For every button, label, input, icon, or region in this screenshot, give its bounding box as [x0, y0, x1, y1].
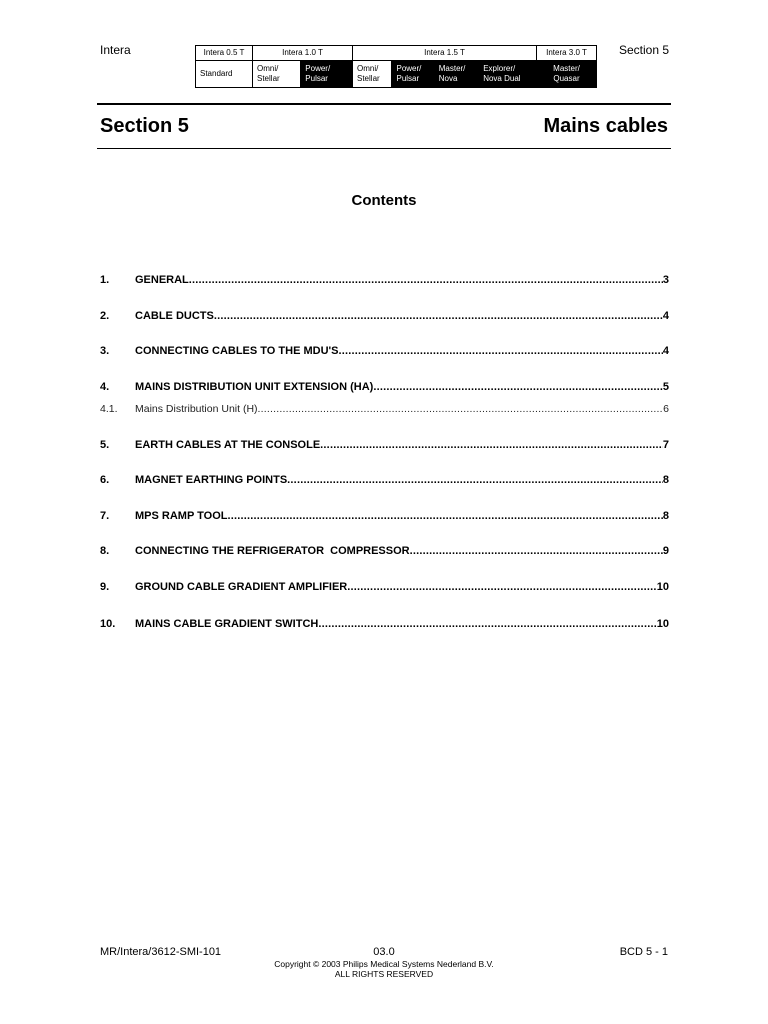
toc-leader [258, 403, 664, 415]
toc-leader [338, 345, 662, 357]
footer-version: 03.0 [373, 946, 395, 958]
toc-entry-4-1[interactable] [100, 403, 669, 419]
model-header-0-5t: Intera 0.5 T [196, 46, 253, 61]
toc-title: GENERAL [135, 274, 189, 286]
toc-number: 7. [100, 510, 110, 522]
toc-number: 10. [100, 618, 116, 630]
toc-entry-7[interactable] [100, 510, 669, 526]
toc-page: 10 [656, 581, 669, 593]
title-top-rule [97, 103, 671, 105]
contents-heading: Contents [351, 192, 417, 209]
toc-page: 8 [662, 510, 669, 522]
model-header-1-0t: Intera 1.0 T [253, 46, 353, 61]
section-name-title: Mains cables [543, 115, 668, 137]
toc-number: 4. [100, 381, 110, 393]
model-header-3-0t: Intera 3.0 T [537, 46, 597, 61]
toc-page: 10 [656, 618, 669, 630]
toc-number: 8. [100, 545, 110, 557]
toc-leader [287, 474, 663, 486]
toc-page: 4 [662, 345, 669, 357]
toc-leader [318, 618, 656, 630]
toc-number: 2. [100, 310, 110, 322]
header-product: Intera [100, 43, 131, 57]
toc-title: CONNECTING THE REFRIGERATOR COMPRESSOR [135, 545, 410, 557]
model-master-nova: Master/ Nova [434, 61, 478, 88]
toc-number: 3. [100, 345, 110, 357]
toc-entry-1[interactable] [100, 274, 669, 290]
toc-page: 9 [662, 545, 669, 557]
toc-number: 1. [100, 274, 110, 286]
model-header-1-5t: Intera 1.5 T [353, 46, 537, 61]
footer-page-ref: BCD 5 - 1 [619, 946, 668, 958]
toc-leader [189, 274, 663, 286]
model-explorer-nova-dual: Explorer/ Nova Dual [479, 61, 537, 88]
toc-leader [320, 439, 663, 451]
toc-leader [228, 510, 663, 522]
model-omni-stellar-1t: Omni/ Stellar [253, 61, 301, 88]
title-bottom-rule [97, 148, 671, 149]
toc-entry-4[interactable] [100, 381, 669, 397]
header-section: Section 5 [619, 43, 670, 57]
toc-leader [347, 581, 656, 593]
model-power-pulsar-1-5t: Power/ Pulsar [392, 61, 434, 88]
model-omni-stellar-1-5t: Omni/ Stellar [353, 61, 392, 88]
toc-entry-8[interactable] [100, 545, 669, 561]
toc-page: 7 [662, 439, 669, 451]
toc-entry-2[interactable] [100, 310, 669, 326]
toc-title: EARTH CABLES AT THE CONSOLE [135, 439, 321, 451]
toc-leader [214, 310, 663, 322]
model-master-quasar: Master/ Quasar [537, 61, 597, 88]
toc-title: MAINS CABLE GRADIENT SWITCH [135, 618, 319, 630]
toc-number: 4.1. [100, 403, 118, 415]
toc-title: MAINS DISTRIBUTION UNIT EXTENSION (HA) [135, 381, 374, 393]
toc-page: 8 [662, 474, 669, 486]
rights-line: ALL RIGHTS RESERVED [334, 969, 434, 979]
toc-entry-5[interactable] [100, 439, 669, 455]
toc-title: MPS RAMP TOOL [135, 510, 228, 522]
toc-leader [373, 381, 663, 393]
toc-title: CONNECTING CABLES TO THE MDU'S [135, 345, 339, 357]
toc-number: 9. [100, 581, 110, 593]
toc-number: 6. [100, 474, 110, 486]
toc-leader [410, 545, 663, 557]
footer-document-id: MR/Intera/3612-SMI-101 [100, 946, 222, 958]
model-power-pulsar-1t: Power/ Pulsar [301, 61, 353, 88]
toc-title: MAGNET EARTHING POINTS [135, 474, 288, 486]
toc-entry-6[interactable] [100, 474, 669, 490]
toc-page: 5 [662, 381, 669, 393]
section-number-title: Section 5 [100, 115, 189, 137]
toc-page: 4 [662, 310, 669, 322]
model-applicability-table [195, 45, 597, 88]
toc-page: 3 [662, 274, 669, 286]
footer-copyright [0, 959, 768, 979]
toc-entry-9[interactable] [100, 581, 669, 597]
toc-number: 5. [100, 439, 110, 451]
toc-title: Mains Distribution Unit (H) [135, 403, 258, 415]
toc-title: CABLE DUCTS [135, 310, 214, 322]
toc-page: 6 [663, 403, 669, 415]
toc-entry-3[interactable] [100, 345, 669, 361]
toc-title: GROUND CABLE GRADIENT AMPLIFIER [135, 581, 348, 593]
toc-entry-10[interactable] [100, 618, 669, 634]
model-standard: Standard [196, 61, 253, 88]
copyright-line: Copyright © 2003 Philips Medical Systems Nederland B.V. [274, 959, 494, 969]
